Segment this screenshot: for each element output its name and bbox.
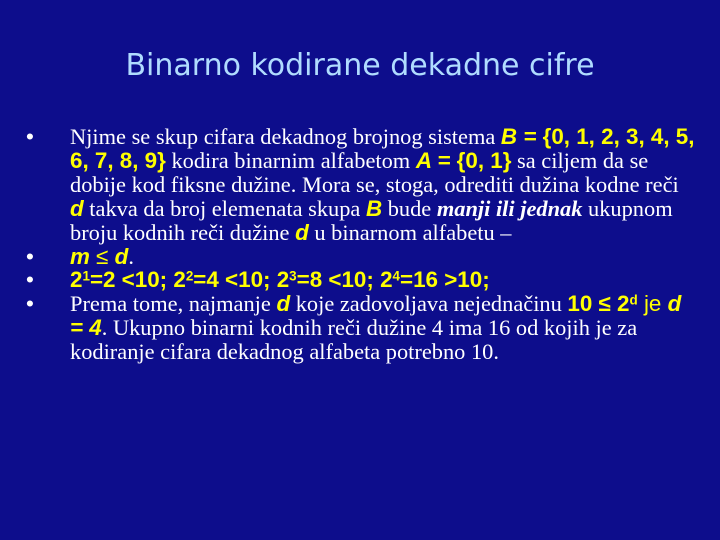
b4-text-3: . Ukupno binarni kodnih reči dužine 4 ima 16 od kojih je za kodiranje cifara dekadnog alfabeta potrebno 10.	[70, 315, 638, 365]
b3-powers	[70, 267, 490, 292]
b3-rest-3: =8 <10;	[296, 267, 381, 293]
b1-text-5: bude	[382, 195, 437, 221]
b1-text-6: ukupnom broju kodnih reči dužine	[70, 195, 673, 245]
b1-set-b-label: B =	[500, 124, 543, 149]
bullet-icon: •	[26, 267, 34, 293]
bullet-item-4	[26, 292, 698, 364]
b3-rest-1: =2 <10;	[89, 267, 174, 293]
b1-emphasis: manji ili jednak	[436, 195, 583, 221]
bullet-item-2	[26, 245, 698, 269]
bullet-icon: •	[26, 124, 34, 149]
b3-base-3: 2	[276, 267, 290, 293]
b3-exp-2: 2	[185, 268, 194, 284]
bullet-item-1	[26, 125, 698, 245]
b4-result: d = 4	[70, 291, 682, 341]
b3-base-1: 2	[70, 267, 83, 293]
b3-exp-4: 4	[392, 268, 401, 284]
b1-text-7: u binarnom alfabetu –	[308, 219, 512, 245]
b1-text-2: kodira binarnim alfabetom	[165, 147, 416, 173]
b2-var-d: d	[114, 243, 129, 269]
b3-exp-1: 1	[82, 268, 90, 284]
bullet-list	[26, 125, 698, 364]
b3-rest-2: =4 <10;	[193, 267, 277, 293]
bullet-icon: •	[26, 291, 34, 317]
b1-binary-set: {0, 1}	[456, 147, 512, 173]
b1-decimal-set: {0, 1, 2, 3, 4, 5, 6, 7, 8, 9}	[70, 124, 695, 173]
b2-end: .	[128, 243, 134, 269]
b3-base-4: 2	[380, 267, 393, 293]
b2-var-m: m	[70, 243, 90, 269]
b1-text-4: takva da broj elemenata skupa	[83, 195, 366, 221]
b4-je: je	[637, 291, 668, 317]
b2-le: ≤	[89, 243, 115, 269]
b1-var-d-2: d	[295, 219, 309, 245]
bullet-icon: •	[26, 243, 34, 269]
b4-text-1: Prema tome, najmanje	[70, 291, 277, 317]
b1-var-b: B	[365, 195, 383, 221]
b1-set-a-label: A =	[415, 147, 457, 173]
b4-inequality	[567, 291, 637, 316]
b4-ineq-exp: d	[629, 292, 638, 308]
b4-ineq-base: 10 ≤ 2	[567, 291, 630, 317]
bullet-item-3	[26, 268, 698, 292]
b1-var-d: d	[70, 195, 84, 221]
b1-text-3: sa ciljem da se dobije kod fiksne dužine. Mora se, stoga, odrediti dužina kodne reči	[70, 147, 679, 197]
b3-exp-3: 3	[289, 268, 297, 284]
b1-text-1: Njime se skup cifara dekadnog brojnog sistema	[70, 124, 501, 149]
slide-title: Binarno kodirane dekadne cifre	[125, 48, 595, 83]
b4-text-2: koje zadovoljava nejednačinu	[290, 291, 568, 317]
b4-var-d: d	[276, 291, 291, 317]
b3-base-2: 2	[173, 267, 186, 293]
b3-rest-4: =16 >10;	[400, 267, 490, 293]
